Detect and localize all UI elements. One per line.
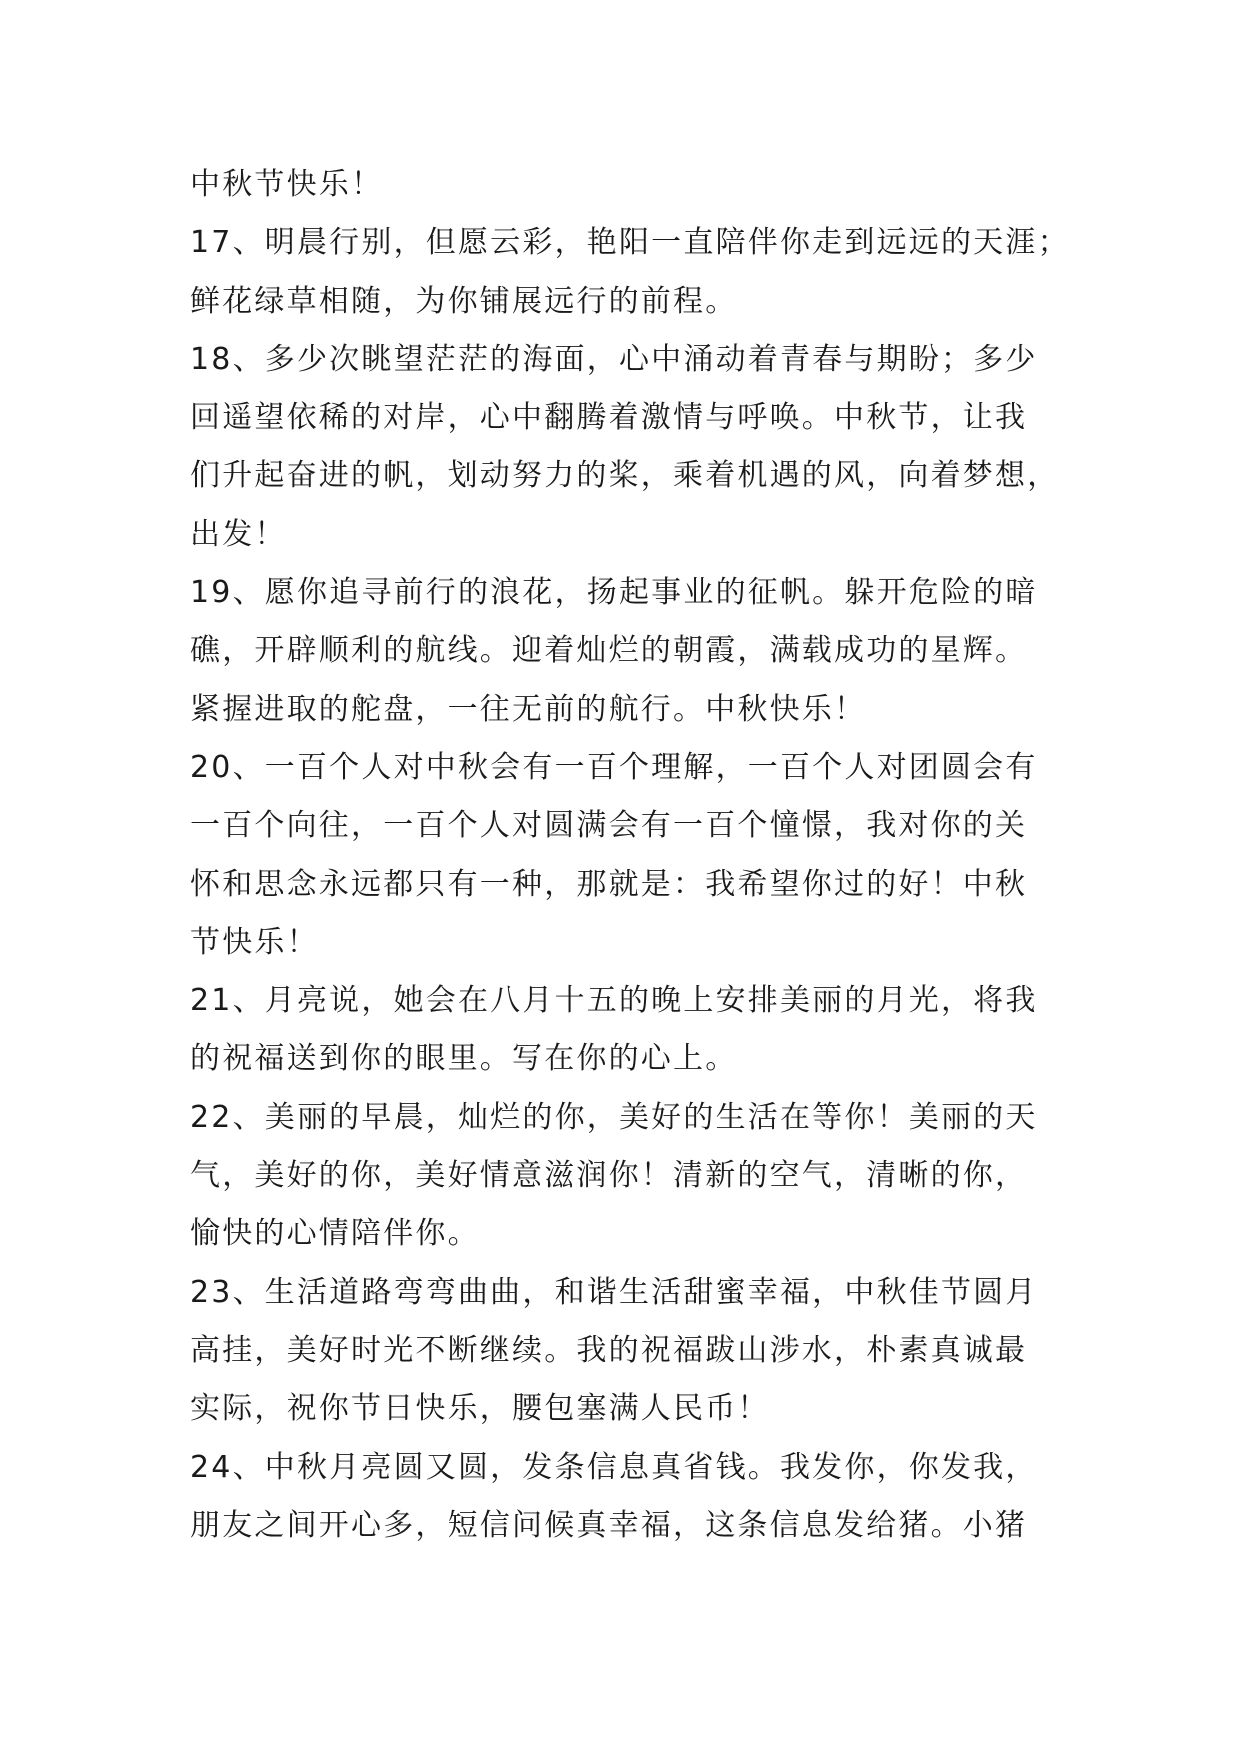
text-line: 怀和思念永远都只有一种，那就是：我希望你过的好！中秋 xyxy=(190,866,1028,902)
text-line: 22、美丽的早晨，灿烂的你，美好的生活在等你！美丽的天 xyxy=(190,1099,1038,1135)
text-line: 礁，开辟顺利的航线。迎着灿烂的朝霞，满载成功的星辉。 xyxy=(190,633,1028,669)
text-line: 朋友之间开心多，短信问候真幸福，这条信息发给猪。小猪 xyxy=(190,1507,1028,1543)
text-line: 18、多少次眺望茫茫的海面，心中涌动着青春与期盼；多少 xyxy=(190,341,1038,377)
text-line: 19、愿你追寻前行的浪花，扬起事业的征帆。躲开危险的暗 xyxy=(190,575,1038,611)
text-line: 20、一百个人对中秋会有一百个理解，一百个人对团圆会有 xyxy=(190,749,1038,785)
document-body xyxy=(190,156,1090,1555)
text-line: 们升起奋进的帆，划动努力的桨，乘着机遇的风，向着梦想， xyxy=(190,458,1060,494)
text-line: 鲜花绿草相随，为你铺展远行的前程。 xyxy=(190,283,738,319)
text-line: 23、生活道路弯弯曲曲，和谐生活甜蜜幸福，中秋佳节圆月 xyxy=(190,1274,1038,1310)
text-line: 一百个向往，一百个人对圆满会有一百个憧憬，我对你的关 xyxy=(190,808,1028,844)
text-line: 愉快的心情陪伴你。 xyxy=(190,1216,480,1252)
text-line: 出发！ xyxy=(190,516,287,552)
text-line: 回遥望依稀的对岸，心中翻腾着激情与呼唤。中秋节，让我 xyxy=(190,400,1028,436)
text-line: 气，美好的你，美好情意滋润你！清新的空气，清晰的你， xyxy=(190,1158,1028,1194)
text-line: 的祝福送到你的眼里。写在你的心上。 xyxy=(190,1041,738,1077)
text-line: 中秋节快乐！ xyxy=(190,167,384,202)
text-line: 实际，祝你节日快乐，腰包塞满人民币！ xyxy=(190,1391,770,1427)
text-line: 节快乐！ xyxy=(190,924,319,960)
text-line: 高挂，美好时光不断继续。我的祝福跋山涉水，朴素真诚最 xyxy=(190,1332,1028,1368)
text-line: 24、中秋月亮圆又圆，发条信息真省钱。我发你，你发我， xyxy=(190,1449,1038,1485)
text-line: 21、月亮说，她会在八月十五的晚上安排美丽的月光，将我 xyxy=(190,983,1038,1019)
text-line: 17、明晨行别，但愿云彩，艳阳一直陪伴你走到远远的天涯； xyxy=(190,225,1070,261)
text-line: 紧握进取的舵盘，一往无前的航行。中秋快乐！ xyxy=(190,691,867,727)
